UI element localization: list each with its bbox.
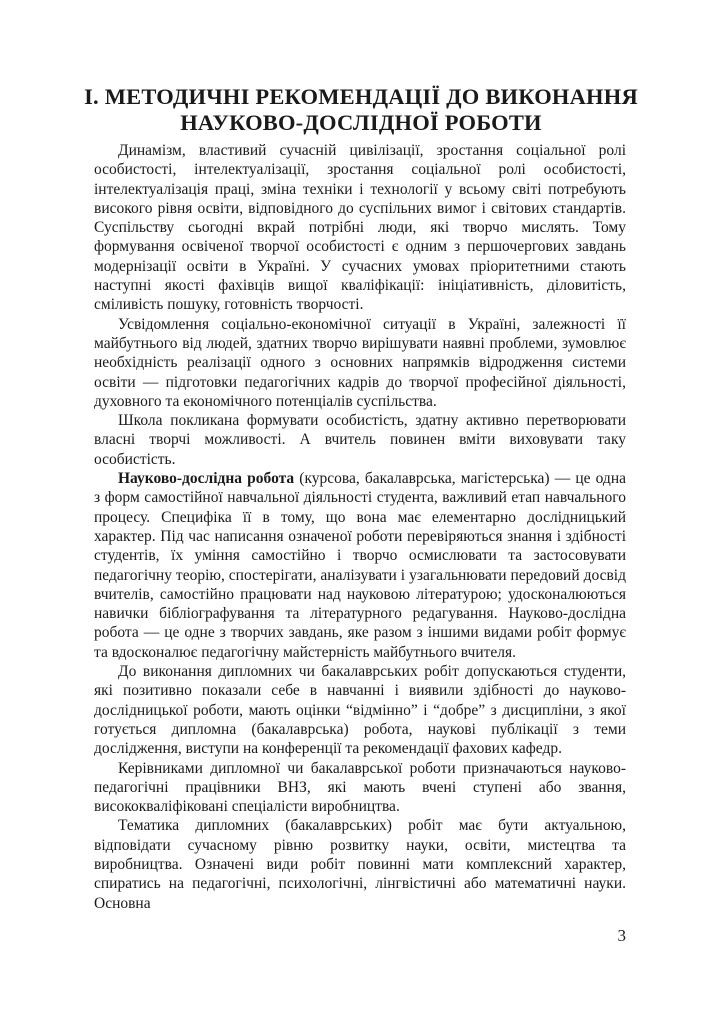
title-line-2: НАУКОВО-ДОСЛІДНОЇ РОБОТИ bbox=[180, 110, 542, 135]
paragraph-6-text: Керівниками дипломної чи бакалаврської роботи призначаються науково-педагогічні працівники ВНЗ, які мають вчені ступені або звання, висококваліфіковані спеціалісти виробництва. bbox=[94, 759, 626, 816]
paragraph-5-text: До виконання дипломних чи бакалаврських робіт допускаються студенти, які позитивно показали себе в навчанні і виявили здібності до науково-дослідницької роботи, мають оцінки “відмінно” і “добре” з дисципліни, з якої готується дипломна (бакалаврська) робота, наукові публікації з теми дослідження, виступи на конференції та рекомендації фахових кафедр. bbox=[94, 663, 626, 758]
page-title bbox=[80, 84, 642, 136]
paragraph-1 bbox=[94, 141, 626, 315]
paragraph-6 bbox=[94, 759, 626, 817]
paragraph-4-text: (курсова, бакалаврська, магістерська) — це одна з форм самостійної навчальної діяльності студента, важливий етап навчального процесу. Специфіка її в тому, що вона має елементарно дослідницький характер. Під час написання означеної роботи перевіряються знання і здібності студентів, їх уміння самостійно і творчо осмислювати та застосовувати педагогічну теорію, спостерігати, аналізувати і узагальнювати передовий досвід вчителів, самостійно працювати над науковою літературою; удосконалюються навички бібліографування та літературного редагування. Науково-дослідна робота — це одне з творчих завдань, яке разом з іншими видами робіт формує та вдосконалює педагогічну майстерність майбутнього вчителя. bbox=[94, 470, 626, 661]
paragraph-2-text: Усвідомлення соціально-економічної ситуації в Україні, залежності її майбутнього від людей, здатних творчо вирішувати наявні проблеми, зумовлює необхідність реалізації одного з основних напрямків відродження системи освіти — підготовки педагогічних кадрів до творчої професійної діяльності, духовного та економічного потенціалів суспільства. bbox=[94, 315, 626, 410]
paragraph-3-text: Школа покликана формувати особистість, здатну активно перетворювати власні творчі можливості. А вчитель повинен вміти виховувати таку особистість. bbox=[94, 412, 626, 468]
page-number: 3 bbox=[617, 926, 626, 945]
body-text bbox=[94, 141, 626, 913]
paragraph-2 bbox=[94, 315, 626, 411]
title-line-1: I. МЕТОДИЧНІ РЕКОМЕНДАЦІЇ ДО ВИКОНАННЯ bbox=[84, 84, 638, 109]
paragraph-7 bbox=[94, 816, 626, 912]
paragraph-4-term: Науково-дослідна робота bbox=[118, 470, 295, 488]
paragraph-4 bbox=[94, 469, 626, 662]
paragraph-3 bbox=[94, 411, 626, 469]
paragraph-1-text: Динамізм, властивий сучасній цивілізації, зростання соціальної ролі особистості, інтелектуалізації, зростання соціальної ролі особистості, інтелектуалізація праці, зміна техніки і технології у всьому світі потребують високого рівня освіти, відповідного до суспільних вимог і світових стандартів. Суспільству сьогодні вкрай потрібні люди, які творчо мислять. Тому формування освіченої творчої особистості є одним з першочергових завдань модернізації освіти в Україні. У сучасних умовах пріоритетними стають наступні якості фахівців вищої кваліфікації: ініціативність, діловитість, сміливість пошуку, готовність творчості. bbox=[94, 142, 626, 314]
paragraph-5 bbox=[94, 662, 626, 758]
paragraph-7-text: Тематика дипломних (бакалаврських) робіт має бути актуальною, відповідати сучасному рівню розвитку науки, освіти, мистецтва та виробництва. Означені види робіт повинні мати комплексний характер, спиратись на педагогічні, психологічні, лінгвістичні або математичні науки. Основна bbox=[94, 817, 626, 912]
